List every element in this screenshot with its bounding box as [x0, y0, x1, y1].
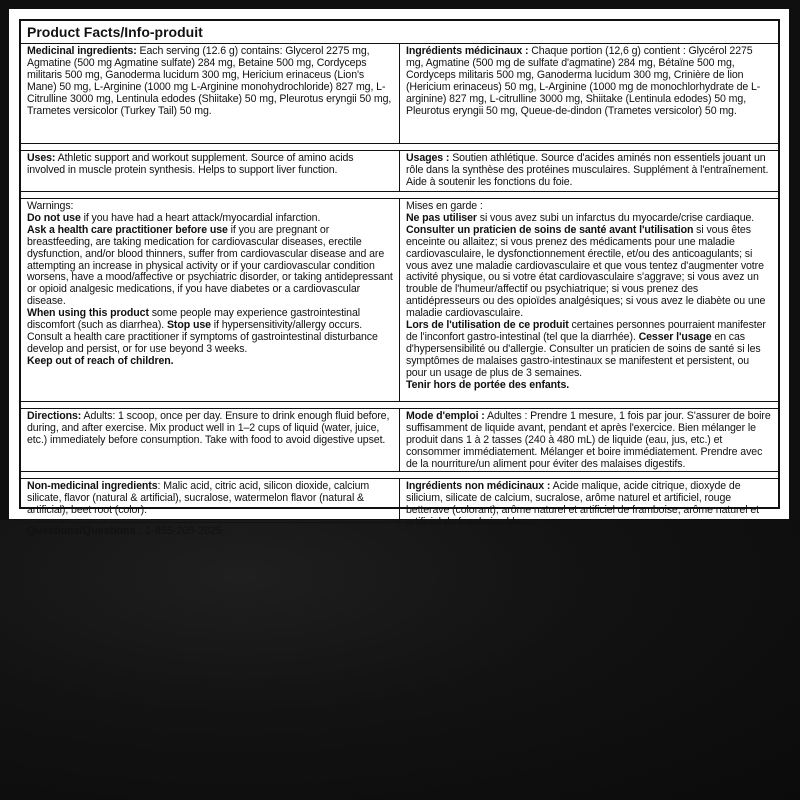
warnings-fr-p3: [406, 320, 772, 380]
questions-phone: 1-855-205-2825: [142, 525, 223, 537]
warnings-fr-p4: [406, 380, 772, 392]
medicinal-fr: [400, 44, 778, 143]
warnings-en-heading: Warnings:: [27, 200, 74, 212]
warnings-fr: [400, 199, 778, 401]
warnings-en: [21, 199, 400, 401]
uses-fr: [400, 151, 778, 191]
uses-en-label: Uses:: [27, 152, 56, 164]
medicinal-en-text: Each serving (12.6 g) contains: Glycerol 2275 mg, Agmatine (500 mg Agmatine sulfate) 284 mg, Betaine 500 mg, Cordyceps militaris 500 mg, Ganoderma lucidum 300 mg, Hericium erinaceus (Lion's Mane) 50 mg, L-Arginine (1000 mg L-Arginine monohydrochloride) 827 mg, L-Citrulline 3000 mg, Lentinula edodes (Shiitake) 50 mg, Pleurotus eryngii 50 mg, Trametes versicolor (Turkey Tail) 50 mg.: [27, 45, 392, 117]
directions-fr-label: Mode d'emploi :: [406, 410, 485, 422]
nonmedicinal-en: [21, 479, 400, 522]
directions-en-label: Directions:: [27, 410, 82, 422]
uses-en-text: Athletic support and workout supplement. Source of amino acids involved in muscle protein synthesis. Helps to support liver function.: [27, 152, 354, 176]
nonmedicinal-row: [21, 479, 778, 528]
warnings-row: [21, 199, 778, 402]
warnings-fr-p2: [406, 225, 772, 320]
warnings-en-p3-text: some people may experience gastrointestinal discomfort (such as diarrhea).: [27, 307, 361, 332]
warnings-fr-p3-text: certaines personnes pourraient manifester de l'inconfort gastro-intestinal (tel que la diarrhée).: [406, 319, 766, 343]
medicinal-en: [21, 44, 400, 143]
medicinal-en-label: Medicinal ingredients:: [27, 45, 137, 57]
medicinal-row: [21, 44, 778, 144]
dark-background: [0, 520, 800, 800]
questions-line: [21, 523, 778, 543]
warnings-fr-p4-bold: Tenir hors de portée des enfants.: [406, 378, 570, 391]
row-divider: [21, 192, 778, 199]
warnings-en-p4: [27, 356, 393, 368]
warnings-en-p3-bold2: Stop use: [166, 319, 211, 332]
warnings-fr-p3-bold2: Cesser l'usage: [638, 330, 712, 343]
medicinal-fr-label: Ingrédients médicinaux :: [406, 45, 529, 57]
panel-title: Product Facts/Info-produit: [21, 21, 778, 44]
uses-fr-label: Usages :: [406, 152, 450, 164]
product-facts-panel: [19, 19, 780, 537]
warnings-fr-p1-bold: Ne pas utiliser: [406, 211, 477, 224]
uses-en: [21, 151, 400, 191]
warnings-fr-p3-text2: en cas d'hypersensibilité ou d'allergie. Consulter un praticien de soins de santé si les symptômes de malaises gastro-intestinaux se manifestent et persistent, ou pour un usage de plus de 3 semaines.: [406, 330, 761, 379]
medicinal-fr-text: Chaque portion (12,6 g) contient : Glycérol 2275 mg, Agmatine (500 mg de sulfate d'agmatine) 284 mg, Bétaïne 500 mg, Cordyceps militaris 500 mg, Ganoderma lucidum 300 mg, Crinière de lion (Hericium erinaceus) 50 mg, L-Arginine (1000 mg de monochlorhydrate de L-arginine) 827 mg, L-citrulline 3000 mg, Shiitake (Lentinula edodes) 50 mg, Pleurotus eryngii 50 mg, Queue-de-dindon (Trametes versicolor) 50 mg.: [406, 45, 761, 117]
directions-en-text: Adults: 1 scoop, once per day. Ensure to drink enough fluid before, during, and after exercise. Mix product well in 1–2 cups of liquid (water, juice, etc.) immediately before consumption. Take with food to avoid digestive upset.: [27, 410, 390, 446]
row-divider: [21, 472, 778, 479]
directions-fr-text: Adultes : Prendre 1 mesure, 1 fois par jour. S'assurer de boire suffisamment de liquide avant, pendant et après l'exercice. Bien mélanger le produit dans 1 à 2 tasses (240 à 480 mL) de liquide (eau, jus, etc.) et consommer immédiatement. Mélanger et boire immédiatement. Prendre avec de la nourriture/un aliment pour éviter des malaises digestifs.: [406, 410, 771, 470]
warnings-en-p4-bold: Keep out of reach of children.: [27, 354, 174, 367]
directions-fr: [400, 409, 778, 471]
questions-label: Questions/Questions :: [27, 525, 143, 537]
warnings-fr-p1-text: si vous avez subi un infarctus du myocarde/crise cardiaque.: [476, 211, 755, 224]
directions-row: [21, 409, 778, 472]
warnings-en-p3-text2: if hypersensitivity/allergy occurs. Consult a health care practitioner if symptoms of gastrointestinal disturbance develop and persist, or for use beyond 3 weeks.: [27, 319, 378, 355]
warnings-fr-heading: Mises en garde :: [406, 200, 483, 212]
warnings-fr-p2-text: si vous êtes enceinte ou allaitez; si vous prenez des médicaments pour une maladie cardiovasculaire, le dysfonctionnement érectile, et/ou des anticoagulants; si vous avez une maladie cardiovasculaire et que vous tentez d'augmenter votre activité physique, ou si votre état cardiovasculaire s'aggrave; si vous avez un trouble de l'humeur/affectif ou psychiatrique; si vous prenez des antidépresseurs ou des opioïdes analgésiques; si vous avez le diabète ou une maladie cardiovasculaire.: [406, 223, 766, 320]
warnings-en-p2-bold: Ask a health care practitioner before use: [27, 223, 228, 236]
warnings-en-p2: [27, 225, 393, 308]
uses-fr-text: Soutien athlétique. Source d'acides aminés non essentiels jouant un rôle dans la synthèse des protéines musculaires. Supplément à l'entraînement. Aide à soutenir les fonctions du foie.: [406, 152, 769, 188]
nonmedicinal-fr-text: Acide malique, acide citrique, dioxyde de silicium, silicate de calcium, sucralose, arôme naturel et artificiel, rouge betterave (colorant), arôme naturel et artificiel de framboise, arôme naturel et artificiel de framboise bleue.: [406, 480, 759, 528]
warnings-en-p3-bold: When using this product: [27, 307, 149, 320]
nonmedicinal-fr: [400, 479, 778, 528]
nonmedicinal-en-label: Non-medicinal ingredients: [27, 480, 158, 492]
warnings-en-p1-text: if you have had a heart attack/myocardial infarction.: [80, 211, 321, 224]
nonmedicinal-en-text: : Malic acid, citric acid, silicon dioxide, calcium silicate, flavor (natural & artificial), sucralose, watermelon flavor (natural & artificial), beet root (color).: [27, 480, 370, 516]
row-divider: [21, 402, 778, 409]
warnings-fr-p2-bold: Consulter un praticien de soins de santé avant l'utilisation: [406, 223, 694, 236]
nonmedicinal-fr-label: Ingrédients non médicinaux :: [406, 480, 551, 492]
warnings-fr-p3-bold: Lors de l'utilisation de ce produit: [406, 319, 569, 332]
warnings-en-p1-bold: Do not use: [27, 211, 81, 224]
uses-row: [21, 151, 778, 192]
directions-en: [21, 409, 400, 471]
warnings-en-p3: [27, 308, 393, 356]
warnings-en-p2-text: if you are pregnant or breastfeeding, are taking medication for cardiovascular diseases, erectile dysfunction, and/or blood thinners, suffer from cardiovascular disease and are attempting an increase in physical activity or if your cardiovascular condition worsens, have a mood/affective or psychiatric disorder, or taking antidepressant or opioid analgesic medications, if you have diabetes or a cardiovascular disease.: [27, 223, 393, 308]
row-divider: [21, 144, 778, 151]
